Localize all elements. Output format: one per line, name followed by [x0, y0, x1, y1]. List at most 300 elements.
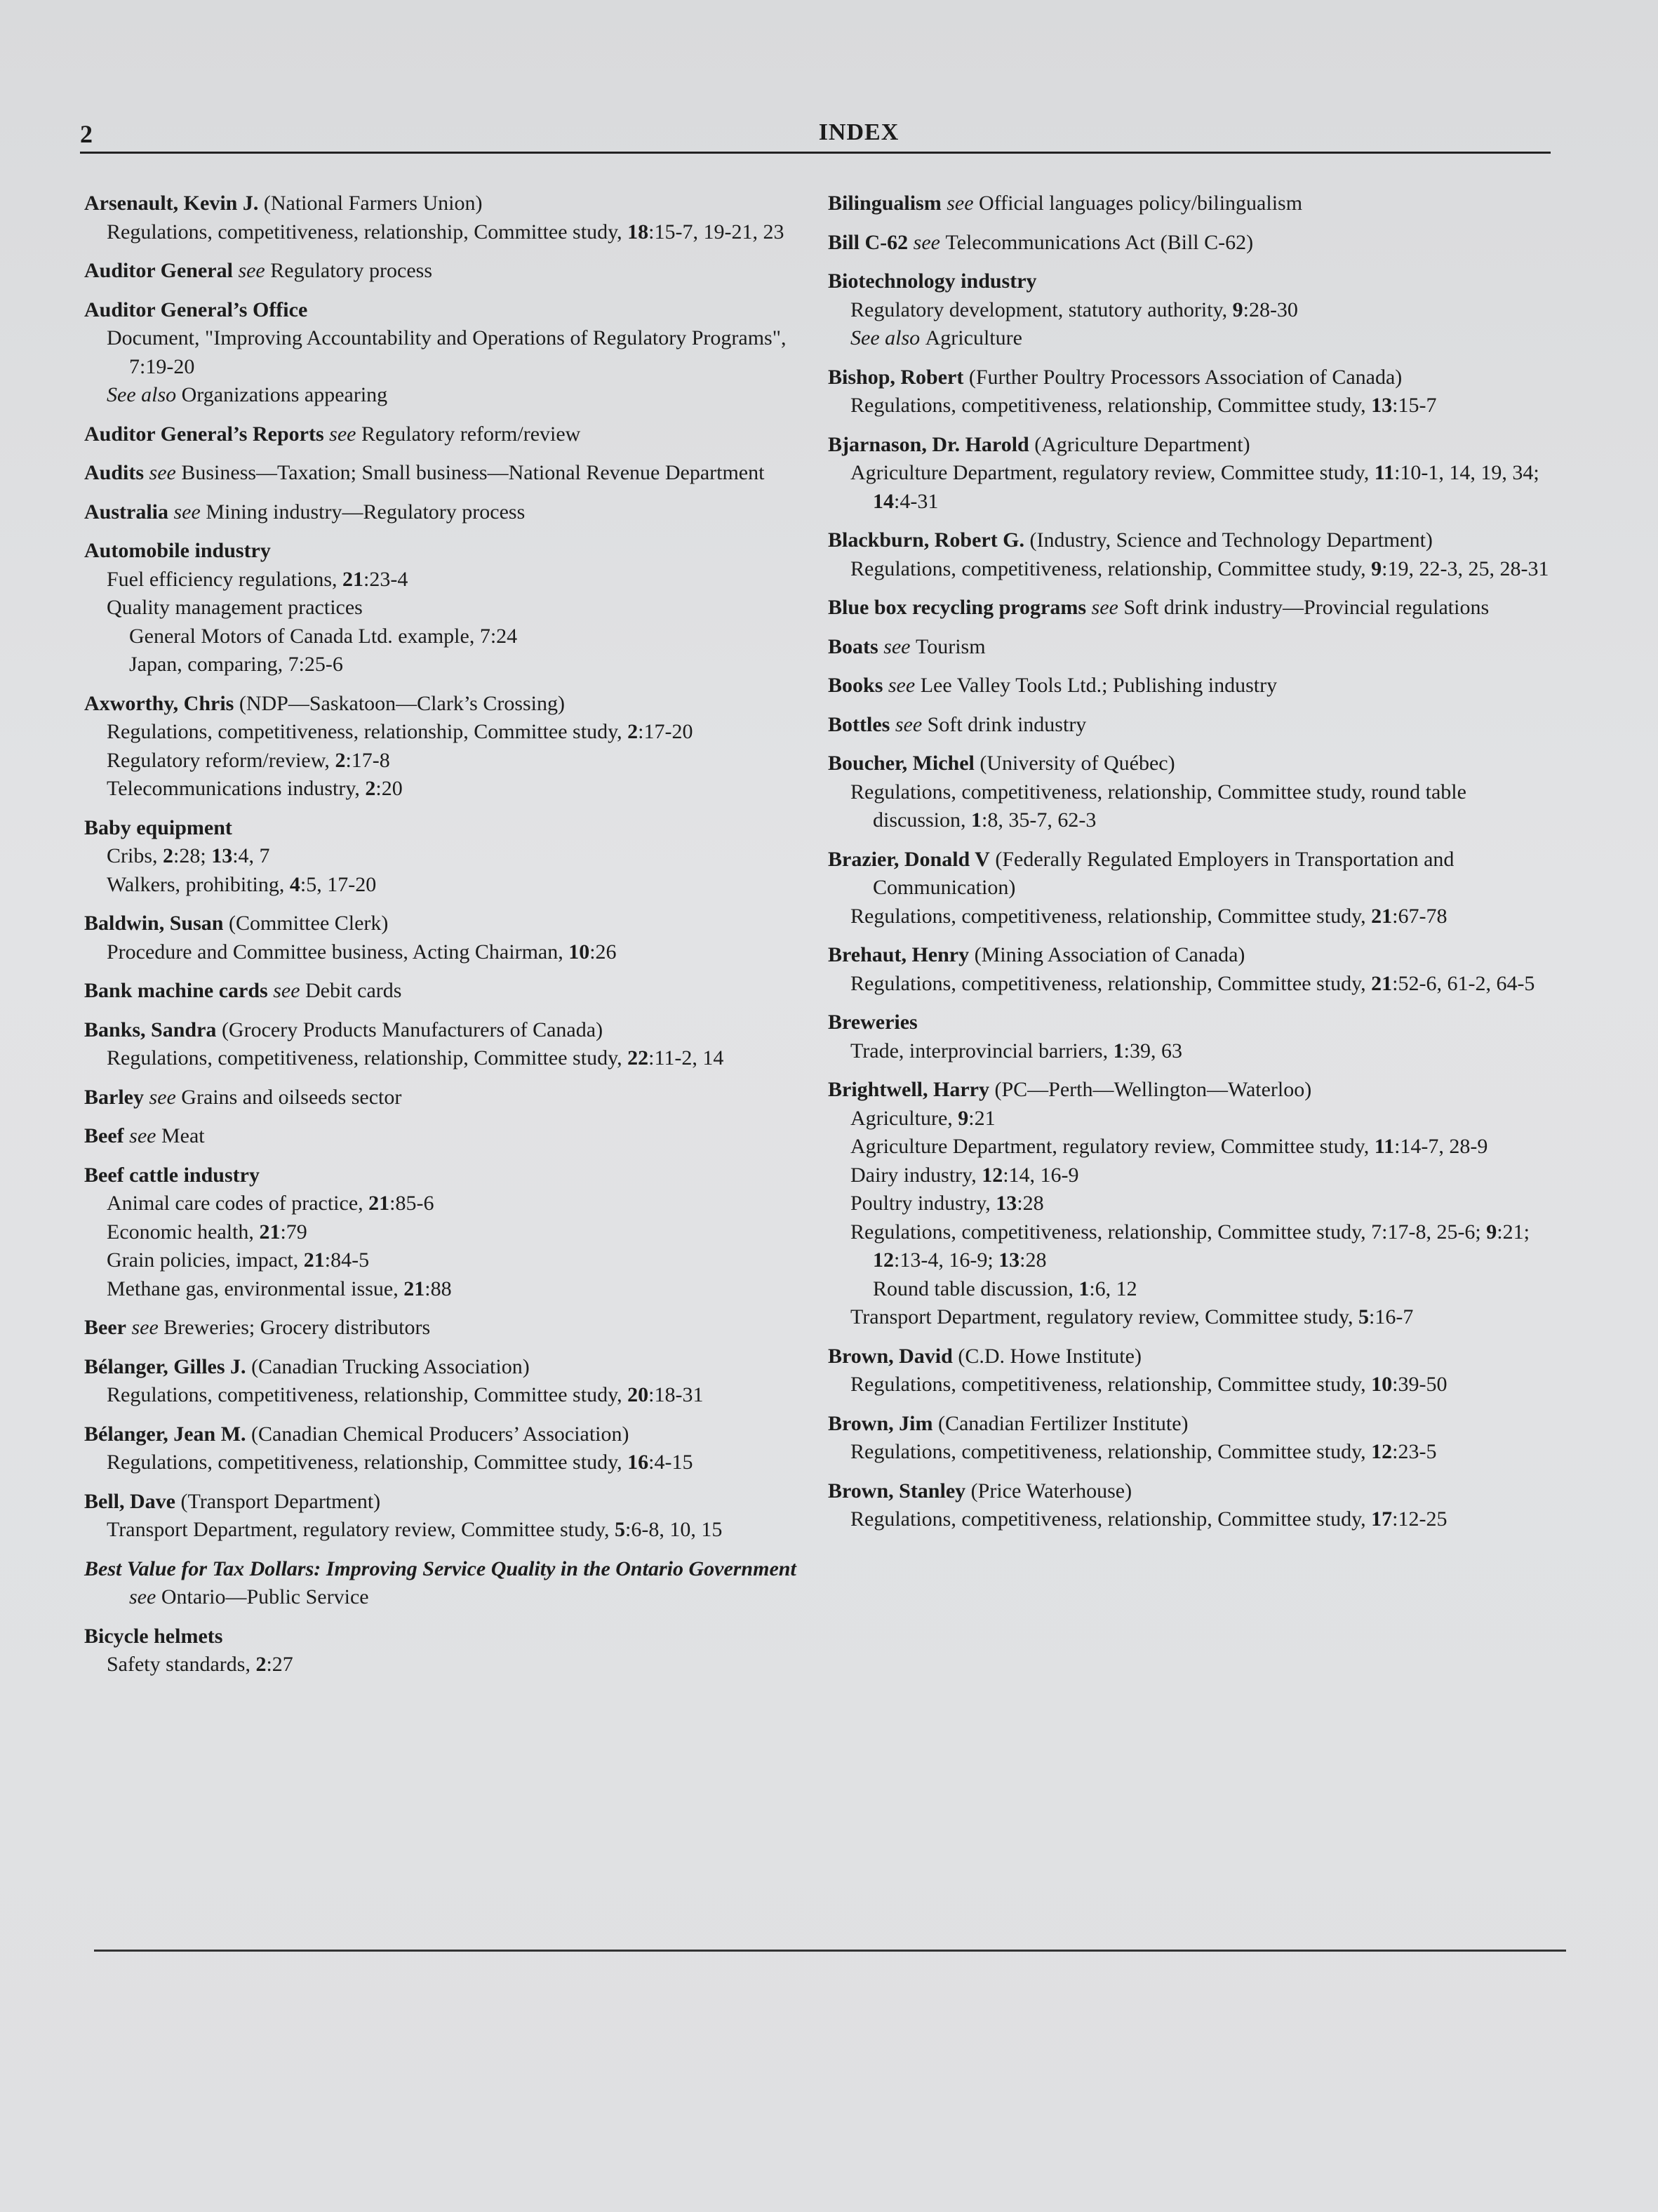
index-entry	[84, 910, 800, 966]
entry-subheading	[828, 902, 1558, 931]
entry-text-run: 5	[1358, 1305, 1370, 1328]
entry-text-run: 21	[1371, 971, 1393, 995]
entry-text-run: see	[144, 461, 182, 484]
entry-text-run: see	[143, 1085, 182, 1109]
entry-subheading	[828, 1303, 1558, 1332]
entry-text-run: Agriculture Department, regulatory review, Committee study,	[850, 461, 1375, 484]
entry-heading	[828, 633, 1558, 662]
entry-text-run: (Further Poultry Processors Association of Canada)	[963, 365, 1403, 389]
entry-text-run: :23-4	[363, 567, 408, 591]
entry-heading	[84, 537, 800, 566]
entry-text-run: 20	[627, 1383, 649, 1406]
entry-text-run: 9	[1232, 298, 1243, 321]
entry-text-run: Audits	[84, 461, 145, 484]
entry-heading	[828, 941, 1558, 970]
entry-text-run: 11	[1374, 1135, 1395, 1158]
entry-heading	[84, 1555, 800, 1612]
entry-text-run: see	[908, 230, 946, 254]
index-column-left	[84, 189, 800, 1690]
entry-text-run: Cribs,	[107, 844, 163, 867]
entry-text-run: :6, 12	[1089, 1277, 1137, 1300]
entry-text-run: 9	[1486, 1220, 1497, 1244]
entry-text-run: see	[126, 1316, 164, 1339]
entry-text-run: 4	[289, 872, 300, 896]
entry-text-run: :28-30	[1243, 298, 1298, 321]
entry-heading	[828, 526, 1558, 555]
index-entry	[84, 1488, 800, 1545]
index-entry	[84, 977, 800, 1006]
entry-text-run: 9	[1371, 557, 1382, 580]
entry-text-run: :15-7, 19-21, 23	[648, 220, 784, 244]
entry-text-run: Round table discussion,	[873, 1277, 1079, 1300]
entry-heading	[828, 672, 1558, 700]
entry-text-run: Beer	[84, 1316, 126, 1339]
entry-text-run: (Canadian Trucking Association)	[246, 1354, 530, 1378]
entry-text-run: Tourism	[916, 634, 986, 658]
index-entry	[828, 846, 1558, 931]
entry-heading	[828, 189, 1558, 218]
index-entry	[828, 229, 1558, 258]
entry-text-run: see	[883, 674, 921, 697]
entry-subheading	[828, 324, 1558, 353]
index-entry	[828, 1477, 1558, 1534]
entry-text-run: 1	[971, 808, 982, 832]
entry-text-run: Regulations, competitiveness, relationship, Committee study,	[107, 1451, 628, 1474]
entry-heading	[84, 296, 800, 325]
entry-text-run: Regulations, competitiveness, relationship, Committee study,	[107, 720, 628, 743]
entry-text-run: :10-1, 14, 19, 34;	[1394, 461, 1539, 484]
entry-heading	[84, 977, 800, 1006]
entry-text-run: see	[1086, 596, 1124, 619]
entry-text-run: :23-5	[1392, 1440, 1437, 1463]
entry-heading	[84, 1161, 800, 1190]
entry-text-run: 21	[303, 1248, 325, 1272]
entry-text-run: 1	[1078, 1277, 1090, 1300]
entry-text-run: Methane gas, environmental issue,	[107, 1277, 404, 1300]
index-entry	[828, 526, 1558, 583]
entry-subheading	[84, 718, 800, 747]
entry-text-run: Bishop, Robert	[828, 365, 964, 389]
entry-text-run: :15-7	[1392, 394, 1437, 417]
entry-text-run: see	[168, 500, 206, 524]
index-entry	[828, 364, 1558, 420]
index-entry	[828, 267, 1558, 353]
entry-text-run: Regulations, competitiveness, relationship, Committee study,	[850, 1507, 1372, 1531]
entry-text-run: Procedure and Committee business, Acting Chairman,	[107, 940, 569, 964]
entry-text-run: :27	[266, 1653, 293, 1676]
entry-text-run: 2	[627, 720, 639, 743]
entry-subheading	[84, 1516, 800, 1545]
entry-text-run: Grains and oilseeds sector	[181, 1085, 402, 1109]
entry-text-run: 5	[615, 1518, 626, 1541]
entry-text-run: 21	[403, 1277, 425, 1300]
entry-text-run: Meat	[161, 1124, 205, 1147]
entry-text-run: Bjarnason, Dr. Harold	[828, 432, 1029, 456]
entry-text-run: Agriculture Department, regulatory review, Committee study,	[850, 1135, 1375, 1158]
entry-text-run: Japan, comparing, 7:25-6	[129, 653, 343, 676]
entry-text-run: Regulations, competitiveness, relationship, Committee study,	[850, 394, 1372, 417]
entry-text-run: 10	[568, 940, 590, 964]
entry-subheading	[84, 871, 800, 900]
entry-heading	[828, 1342, 1558, 1371]
entry-text-run: Transport Department, regulatory review, Committee study,	[850, 1305, 1359, 1328]
entry-text-run: 13	[211, 844, 233, 867]
index-entry	[828, 941, 1558, 998]
index-entry	[828, 711, 1558, 740]
entry-text-run: :28	[1019, 1248, 1047, 1272]
entry-text-run: Organizations appearing	[181, 383, 388, 406]
entry-text-run: :26	[589, 940, 617, 964]
entry-text-run: Bilingualism	[828, 192, 942, 215]
entry-heading	[828, 1477, 1558, 1506]
entry-text-run: (NDP—Saskatoon—Clark’s Crossing)	[234, 691, 566, 715]
entry-text-run: Brehaut, Henry	[828, 943, 970, 966]
entry-text-run: 12	[873, 1248, 894, 1272]
entry-subheading	[828, 555, 1558, 584]
entry-subheading	[84, 594, 800, 622]
entry-subheading	[84, 938, 800, 967]
entry-text-run: General Motors of Canada Ltd. example, 7:24	[129, 624, 518, 648]
entry-text-run: Boats	[828, 634, 878, 658]
entry-subheading	[828, 1190, 1558, 1218]
index-entry	[84, 498, 800, 527]
entry-subheading	[84, 842, 800, 871]
entry-text-run: :52-6, 61-2, 64-5	[1392, 971, 1535, 995]
entry-text-run: Australia	[84, 500, 168, 524]
entry-text-run: (Canadian Chemical Producers’ Association)	[246, 1422, 629, 1446]
entry-text-run: :5, 17-20	[300, 872, 377, 896]
entry-text-run: Regulations, competitiveness, relationship, Committee study,	[850, 1440, 1372, 1463]
entry-subheading	[828, 1218, 1558, 1275]
entry-text-run: 13	[1371, 394, 1393, 417]
entry-heading	[828, 1008, 1558, 1037]
index-entry	[84, 537, 800, 679]
entry-text-run: (PC—Perth—Wellington—Waterloo)	[989, 1078, 1312, 1101]
entry-text-run: Regulations, competitiveness, relationship, Committee study,	[850, 1373, 1372, 1396]
entry-text-run: Automobile industry	[84, 539, 271, 562]
entry-text-run: :8, 35-7, 62-3	[982, 808, 1097, 832]
entry-text-run: Quality management practices	[107, 596, 363, 619]
entry-text-run: :21	[968, 1106, 996, 1130]
entry-heading	[828, 1410, 1558, 1439]
entry-text-run: Regulations, competitiveness, relationship, Committee study,	[850, 557, 1372, 580]
entry-text-run: (Canadian Fertilizer Institute)	[932, 1411, 1189, 1435]
entry-text-run: 22	[627, 1046, 649, 1070]
entry-text-run: 17	[1371, 1507, 1393, 1531]
index-entry	[84, 814, 800, 900]
entry-heading	[828, 431, 1558, 460]
entry-text-run: :19, 22-3, 25, 28-31	[1382, 557, 1549, 580]
entry-text-run: :84-5	[324, 1248, 370, 1272]
entry-text-run: Regulations, competitiveness, relationship, Committee study,	[107, 1046, 628, 1070]
entry-text-run: :79	[280, 1220, 307, 1244]
index-entry	[84, 690, 800, 804]
entry-text-run: Banks, Sandra	[84, 1018, 217, 1041]
entry-heading	[84, 1488, 800, 1517]
entry-text-run: 2	[365, 777, 376, 800]
index-entry	[828, 1076, 1558, 1332]
entry-text-run: 13	[996, 1192, 1017, 1215]
entry-subheading	[84, 381, 800, 410]
entry-heading	[828, 711, 1558, 740]
entry-text-run: Agriculture	[925, 326, 1022, 349]
entry-text-run: :11-2, 14	[648, 1046, 724, 1070]
entry-text-run: see	[890, 712, 928, 736]
entry-subheading	[828, 392, 1558, 420]
entry-text-run: 2	[255, 1653, 267, 1676]
entry-text-run: Telecommunications industry,	[107, 777, 366, 800]
entry-heading	[84, 1016, 800, 1045]
entry-text-run: Grain policies, impact,	[107, 1248, 304, 1272]
entry-subheading	[828, 1505, 1558, 1534]
entry-text-run: Brown, Jim	[828, 1411, 933, 1435]
entry-text-run: :20	[375, 777, 403, 800]
index-entry	[84, 296, 800, 410]
entry-text-run: Dairy industry,	[850, 1163, 982, 1187]
index-entry	[828, 189, 1558, 218]
entry-text-run: :6-8, 10, 15	[625, 1518, 723, 1541]
entry-text-run: Mining industry—Regulatory process	[206, 500, 526, 524]
entry-text-run: :4-31	[894, 489, 939, 513]
entry-text-run: Transport Department, regulatory review, Committee study,	[107, 1518, 615, 1541]
entry-subsubheading	[84, 651, 800, 679]
entry-text-run: Regulatory reform/review	[361, 422, 581, 446]
entry-text-run: Blue box recycling programs	[828, 596, 1087, 619]
entry-text-run: (Federally Regulated Employers in Transportation and Communication)	[873, 847, 1455, 899]
entry-text-run: Regulations, competitiveness, relationship, Committee study,	[850, 904, 1372, 928]
entry-text-run: (Grocery Products Manufacturers of Canada)	[216, 1018, 603, 1041]
entry-text-run: :17-8	[345, 748, 390, 772]
entry-text-run: Regulations, competitiveness, relationship, Committee study, round table discussion,	[850, 780, 1466, 832]
entry-text-run: Business—Taxation; Small business—National Revenue Department	[181, 461, 765, 484]
entry-text-run: :39-50	[1392, 1373, 1448, 1396]
entry-text-run: Auditor General’s Reports	[84, 422, 324, 446]
entry-subheading	[828, 1105, 1558, 1133]
entry-text-run: Regulatory reform/review,	[107, 748, 335, 772]
entry-text-run: :4, 7	[232, 844, 270, 867]
index-entry	[828, 672, 1558, 700]
entry-text-run: 21	[259, 1220, 281, 1244]
entry-text-run: :4-15	[648, 1451, 693, 1474]
index-entry	[828, 1410, 1558, 1467]
index-entry	[84, 1016, 800, 1073]
index-column-right	[828, 189, 1558, 1545]
entry-subheading	[84, 1448, 800, 1477]
entry-subsubheading	[828, 1275, 1558, 1304]
entry-text-run: see	[941, 192, 980, 215]
entry-heading	[84, 420, 800, 449]
entry-text-run: Safety standards,	[107, 1653, 256, 1676]
entry-text-run: 21	[1371, 904, 1393, 928]
entry-text-run: :16-7	[1369, 1305, 1414, 1328]
entry-text-run: Soft drink industry	[927, 712, 1087, 736]
index-entry	[828, 1008, 1558, 1065]
entry-text-run: (C.D. Howe Institute)	[952, 1344, 1142, 1368]
entry-subheading	[84, 566, 800, 594]
entry-text-run: Biotechnology industry	[828, 269, 1037, 293]
index-entry	[84, 459, 800, 488]
entry-text-run: Beef cattle industry	[84, 1163, 260, 1187]
entry-heading	[828, 1076, 1558, 1105]
entry-subheading	[84, 775, 800, 804]
entry-text-run: :14, 16-9	[1003, 1163, 1079, 1187]
entry-heading	[84, 814, 800, 843]
entry-subheading	[828, 1037, 1558, 1066]
entry-heading	[828, 364, 1558, 392]
entry-text-run: Blackburn, Robert G.	[828, 528, 1025, 552]
header-rule	[80, 152, 1551, 154]
footer-rule	[94, 1950, 1566, 1952]
entry-text-run: Bell, Dave	[84, 1489, 175, 1513]
entry-text-run: 18	[627, 220, 649, 244]
entry-subheading	[84, 747, 800, 775]
entry-text-run: 1	[1113, 1039, 1124, 1062]
index-entry	[828, 749, 1558, 835]
entry-text-run: Best Value for Tax Dollars: Improving Service Quality in the Ontario Government	[84, 1557, 796, 1580]
entry-text-run: (University of Québec)	[974, 752, 1175, 775]
entry-subheading	[84, 1275, 800, 1304]
entry-subheading	[84, 1044, 800, 1073]
entry-text-run: Beef	[84, 1124, 124, 1147]
entry-heading	[84, 1353, 800, 1382]
entry-text-run: (Price Waterhouse)	[965, 1479, 1132, 1503]
entry-text-run: Regulations, competitiveness, relationship, Committee study, 7:17-8, 25-6;	[850, 1220, 1487, 1244]
entry-text-run: see	[323, 422, 361, 446]
entry-text-run: Debit cards	[305, 979, 402, 1002]
entry-text-run: Brown, Stanley	[828, 1479, 966, 1503]
entry-text-run: 11	[1374, 461, 1395, 484]
entry-heading	[84, 1084, 800, 1112]
entry-text-run: 2	[335, 748, 346, 772]
entry-text-run: Brown, David	[828, 1344, 953, 1368]
entry-text-run: (Committee Clerk)	[223, 912, 389, 935]
entry-text-run: (Agriculture Department)	[1029, 432, 1250, 456]
entry-heading	[84, 690, 800, 719]
entry-text-run: Brightwell, Harry	[828, 1078, 989, 1101]
entry-subheading	[84, 1651, 800, 1679]
index-entry	[84, 420, 800, 449]
entry-text-run: Breweries	[828, 1011, 918, 1034]
entry-text-run: Brazier, Donald V	[828, 847, 990, 871]
entry-text-run: 16	[627, 1451, 649, 1474]
entry-text-run: :13-4, 16-9;	[894, 1248, 999, 1272]
index-entry	[84, 1314, 800, 1342]
entry-text-run: 14	[873, 489, 894, 513]
entry-heading	[84, 189, 800, 218]
index-entry	[828, 594, 1558, 622]
entry-text-run: Regulatory process	[270, 259, 433, 282]
entry-text-run: :85-6	[389, 1192, 434, 1215]
entry-text-run: Bottles	[828, 712, 890, 736]
entry-subheading	[84, 1218, 800, 1247]
entry-text-run: :18-31	[648, 1383, 704, 1406]
entry-text-run: See also	[850, 326, 925, 349]
entry-text-run: see	[129, 1585, 161, 1608]
entry-text-run: Ontario—Public Service	[161, 1585, 369, 1608]
index-entry	[84, 1122, 800, 1151]
entry-text-run: :67-78	[1392, 904, 1448, 928]
entry-text-run: Animal care codes of practice,	[107, 1192, 369, 1215]
entry-subheading	[84, 324, 800, 381]
entry-text-run: :28	[1017, 1192, 1044, 1215]
entry-text-run: :28;	[173, 844, 212, 867]
index-entry	[84, 1084, 800, 1112]
entry-text-run: Baby equipment	[84, 815, 232, 839]
entry-text-run: Bill C-62	[828, 230, 909, 254]
page-number: 2	[80, 120, 93, 148]
entry-text-run: (Mining Association of Canada)	[969, 943, 1245, 966]
entry-text-run: :12-25	[1392, 1507, 1448, 1531]
entry-text-run: Regulations, competitiveness, relationship, Committee study,	[107, 1383, 628, 1406]
entry-text-run: :88	[424, 1277, 452, 1300]
entry-text-run: 10	[1371, 1373, 1393, 1396]
index-entry	[84, 1623, 800, 1679]
entry-text-run: Lee Valley Tools Ltd.; Publishing industry	[920, 674, 1278, 697]
entry-text-run: see	[123, 1124, 161, 1147]
entry-text-run: See also	[107, 383, 182, 406]
entry-text-run: Fuel efficiency regulations,	[107, 567, 343, 591]
entry-heading	[84, 1314, 800, 1342]
entry-text-run: Economic health,	[107, 1220, 260, 1244]
entry-heading	[828, 749, 1558, 778]
entry-text-run: see	[878, 634, 916, 658]
entry-heading	[84, 1420, 800, 1449]
entry-subheading	[84, 1190, 800, 1218]
entry-heading	[828, 594, 1558, 622]
entry-text-run: Barley	[84, 1085, 144, 1109]
entry-subsubheading	[84, 622, 800, 651]
entry-subheading	[828, 1371, 1558, 1399]
entry-text-run: see	[267, 979, 306, 1002]
entry-text-run: 12	[982, 1163, 1003, 1187]
entry-subheading	[828, 970, 1558, 999]
entry-text-run: Document, "Improving Accountability and Operations of Regulatory Programs", 7:19-20	[107, 326, 787, 378]
entry-text-run: Regulatory development, statutory authority,	[850, 298, 1233, 321]
entry-subheading	[84, 1381, 800, 1410]
entry-text-run: Baldwin, Susan	[84, 912, 224, 935]
entry-text-run: Bélanger, Jean M.	[84, 1422, 246, 1446]
index-entry	[828, 1342, 1558, 1399]
entry-text-run: 21	[342, 567, 364, 591]
entry-text-run: Poultry industry,	[850, 1192, 996, 1215]
entry-text-run: Breweries; Grocery distributors	[163, 1316, 431, 1339]
entry-text-run: Walkers, prohibiting,	[107, 872, 290, 896]
entry-text-run: Regulations, competitiveness, relationship, Committee study,	[850, 971, 1372, 995]
index-entry	[84, 1161, 800, 1304]
entry-text-run: 13	[998, 1248, 1020, 1272]
entry-text-run: Boucher, Michel	[828, 752, 975, 775]
page-title: INDEX	[818, 119, 900, 145]
entry-subheading	[828, 778, 1558, 835]
entry-text-run: Bélanger, Gilles J.	[84, 1354, 246, 1378]
entry-text-run: Trade, interprovincial barriers,	[850, 1039, 1114, 1062]
entry-text-run: Bicycle helmets	[84, 1624, 223, 1648]
entry-heading	[84, 910, 800, 938]
entry-text-run: Auditor General	[84, 259, 233, 282]
entry-heading	[84, 459, 800, 488]
entry-subheading	[828, 459, 1558, 516]
entry-heading	[828, 846, 1558, 902]
entry-subheading	[828, 1133, 1558, 1161]
entry-heading	[84, 1122, 800, 1151]
entry-heading	[84, 498, 800, 527]
entry-text-run: Regulations, competitiveness, relationship, Committee study,	[107, 220, 628, 244]
index-entry	[84, 257, 800, 286]
entry-text-run: :21;	[1497, 1220, 1530, 1244]
index-entry	[828, 431, 1558, 517]
index-entry	[84, 1420, 800, 1477]
entry-subheading	[828, 296, 1558, 325]
